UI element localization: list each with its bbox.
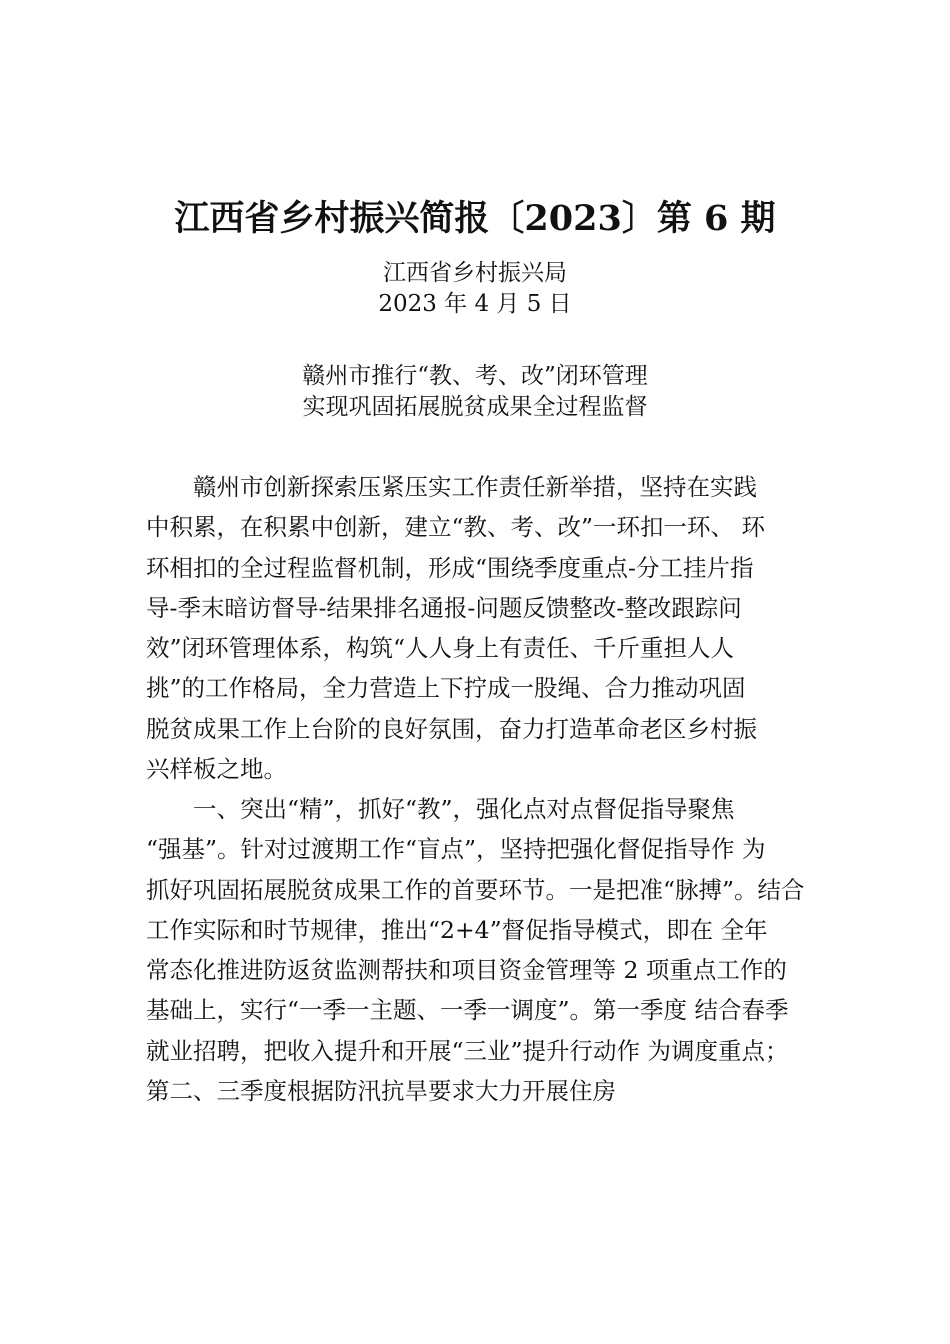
paragraph-1-line: 赣州市创新探索压紧压实工作责任新举措，坚持在实践 xyxy=(146,473,757,501)
paragraph-2-line: 就业招聘，把收入提升和开展“三业”提升行动作 为调度重点； xyxy=(146,1036,789,1065)
paragraph-1-line: 环相扣的全过程监督机制，形成“围绕季度重点-分工挂片指 xyxy=(146,553,754,582)
issuing-organization: 江西省乡村振兴局 xyxy=(383,260,567,286)
bulletin-title: 江西省乡村振兴简报〔2023〕第 6 期 xyxy=(174,198,776,239)
paragraph-2-line: 工作实际和时节规律，推出“2+4”督促指导模式，即在 全年 xyxy=(146,915,768,944)
article-headline-line-1: 赣州市推行“教、考、改”闭环管理 xyxy=(302,363,648,389)
paragraph-2-line: 抓好巩固拓展脱贫成果工作的首要环节。一是把准“脉搏”。结合 xyxy=(146,875,805,904)
paragraph-1 xyxy=(146,467,836,789)
paragraph-2-line: 基础上，实行“一季一主题、一季一调度”。第一季度 结合春季 xyxy=(146,996,789,1025)
paragraph-2-line: 一、突出“精”，抓好“教”，强化点对点督促指导聚焦 xyxy=(146,795,735,823)
paragraph-1-line: 导-季末暗访督导-结果排名通报-问题反馈整改-整改跟踪问 xyxy=(146,593,742,622)
paragraph-1-line: 中积累，在积累中创新，建立“教、考、改”一环扣一环、 环 xyxy=(146,513,765,542)
issue-date: 2023 年 4 月 5 日 xyxy=(378,291,572,317)
paragraph-2-line: “强基”。针对过渡期工作“盲点”，坚持把强化督促指导作 为 xyxy=(146,835,766,864)
paragraph-2-line: 常态化推进防返贫监测帮扶和项目资金管理等 2 项重点工作的 xyxy=(146,956,787,985)
paragraph-1-line: 兴样板之地。 xyxy=(146,755,287,784)
article-headline-line-2: 实现巩固拓展脱贫成果全过程监督 xyxy=(302,394,648,420)
paragraph-2 xyxy=(146,789,836,1111)
paragraph-1-line: 效”闭环管理体系，构筑“人人身上有责任、千斤重担人人 xyxy=(146,634,735,663)
paragraph-1-line: 挑”的工作格局，全力营造上下拧成一股绳、合力推动巩固 xyxy=(146,674,746,703)
paragraph-1-line: 脱贫成果工作上台阶的良好氛围，奋力打造革命老区乡村振 xyxy=(146,714,757,743)
paragraph-2-line: 第二、三季度根据防汛抗旱要求大力开展住房 xyxy=(146,1077,616,1106)
